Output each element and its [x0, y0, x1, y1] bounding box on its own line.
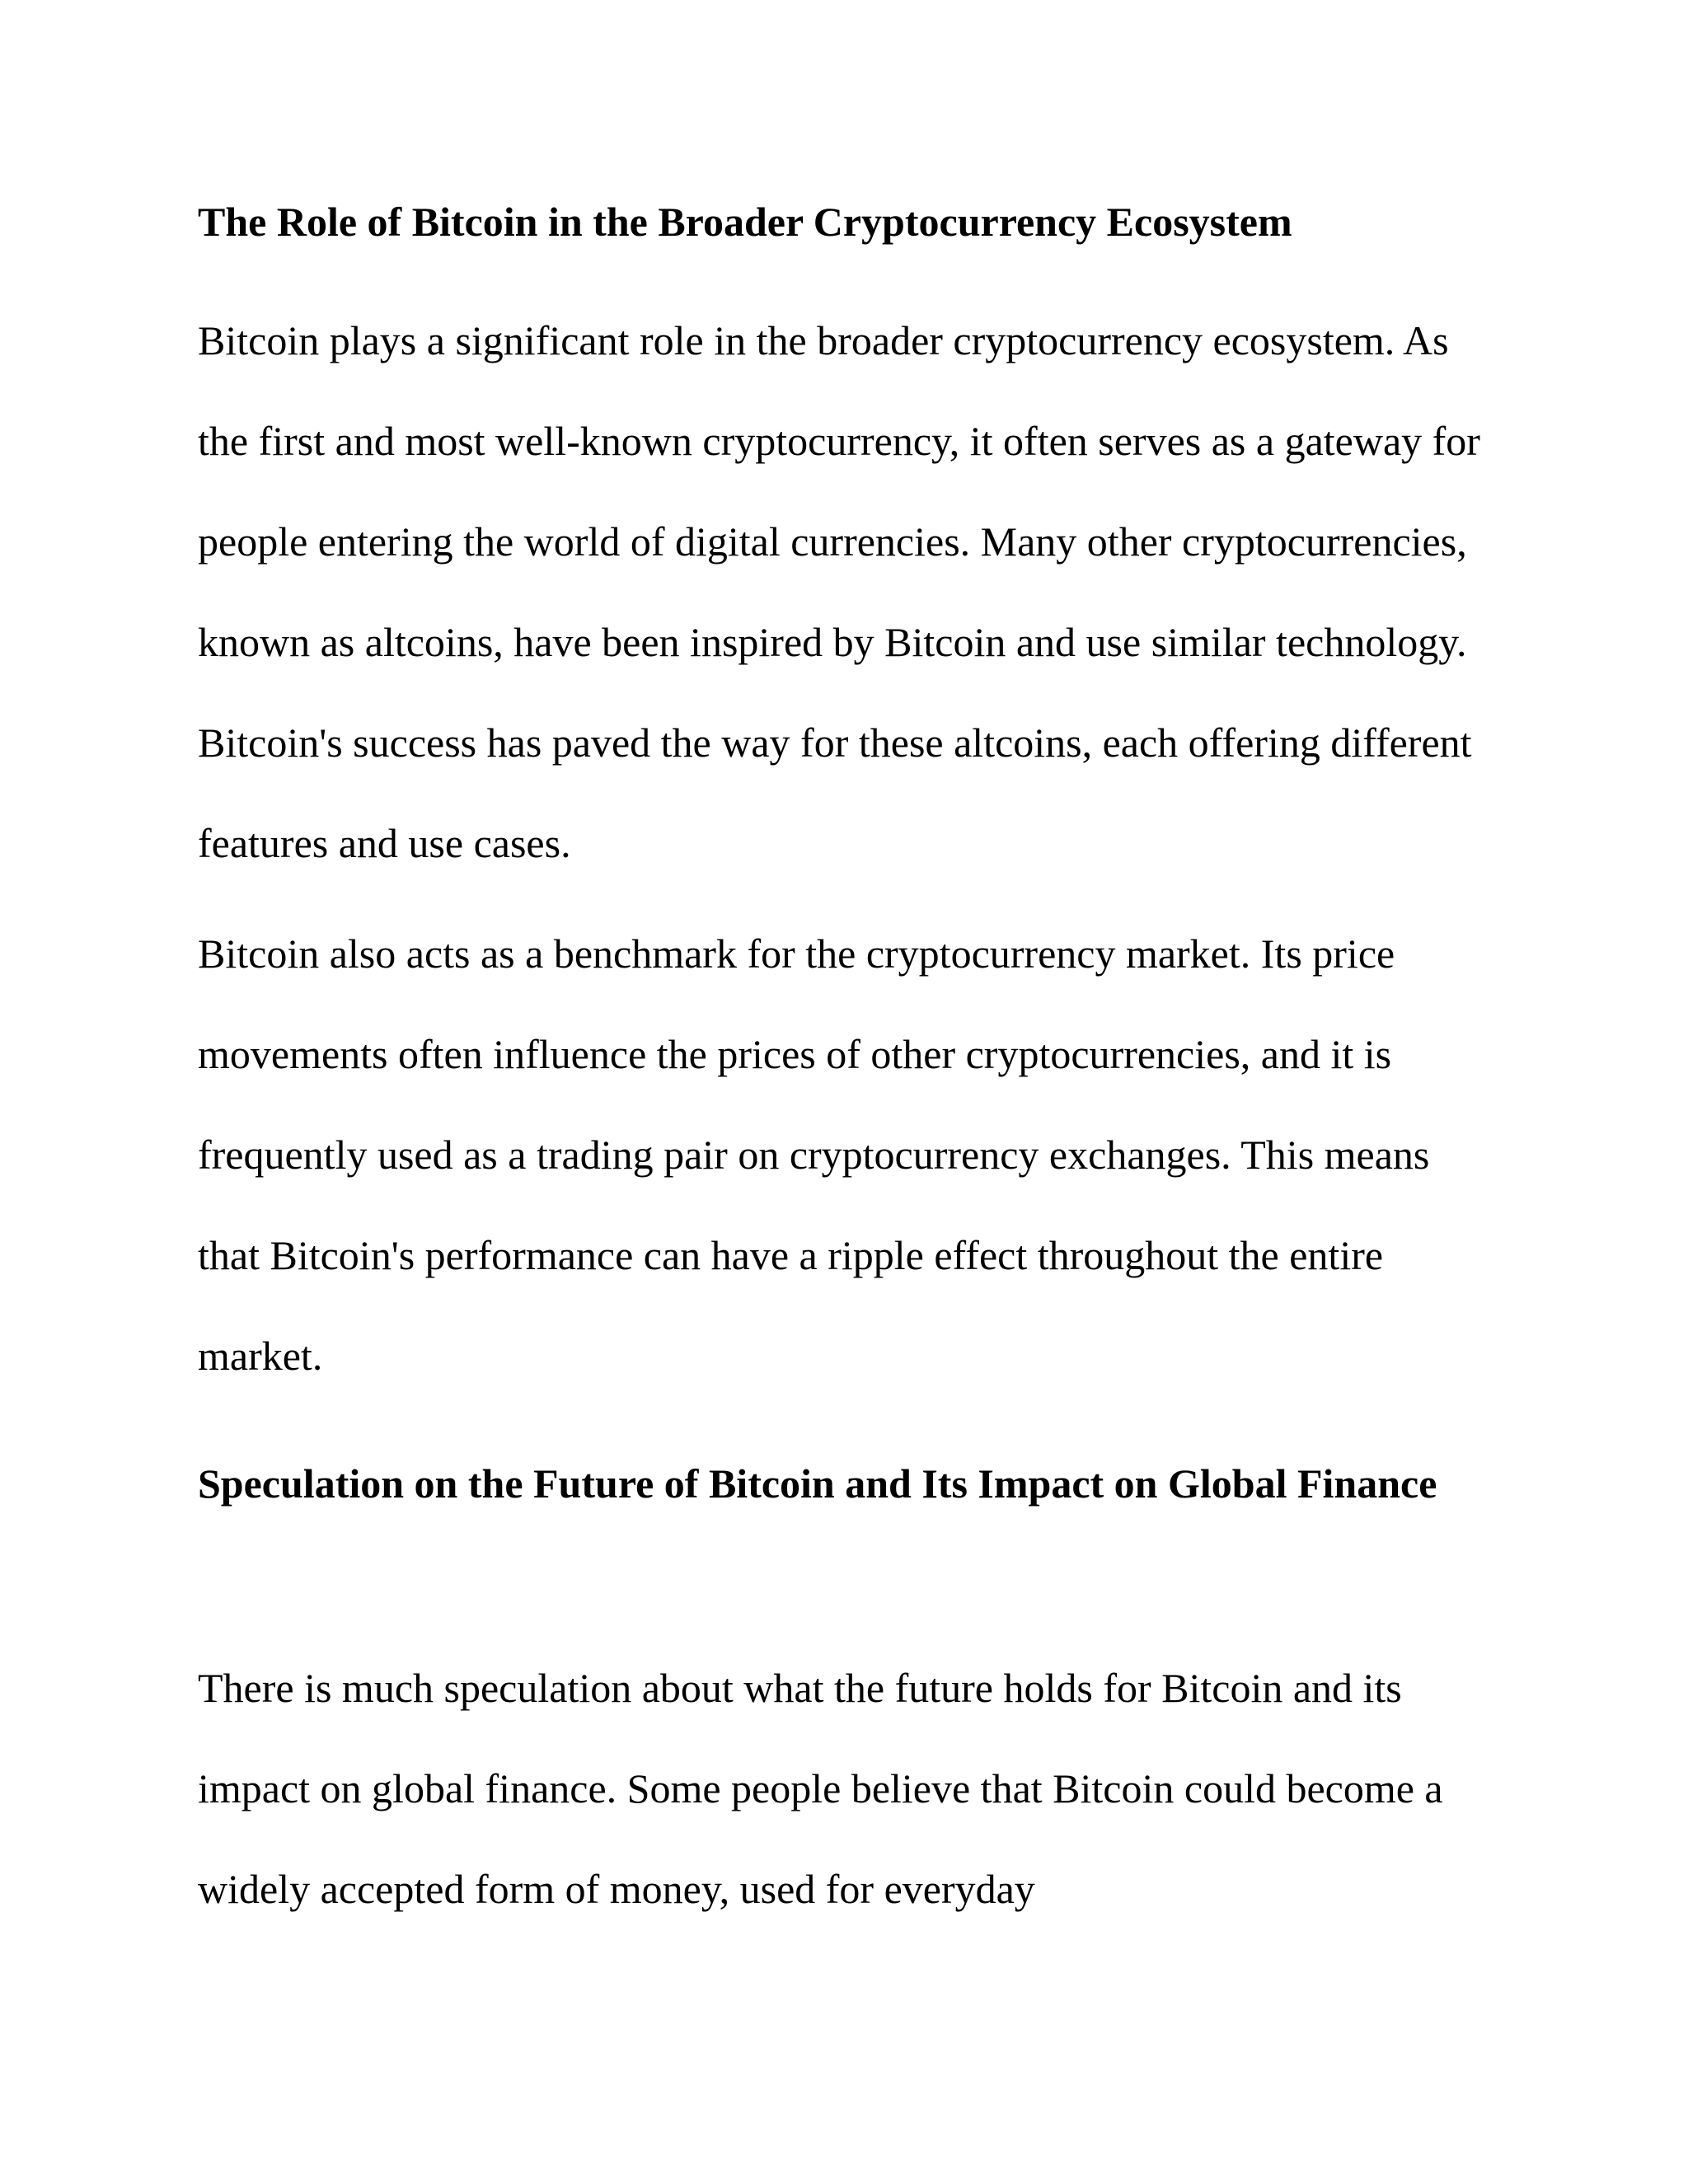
paragraph-future-speculation: There is much speculation about what the future holds for Bitcoin and its impact on global finance. Some people believe that Bitcoin could become a widely accepted form of money, used for everyday [198, 1665, 1443, 1912]
section-heading-future-speculation: Speculation on the Future of Bitcoin and Its Impact on Global Finance [198, 1460, 1437, 1507]
paragraph-bitcoin-benchmark: Bitcoin also acts as a benchmark for the cryptocurrency market. Its price movements often influence the prices of other cryptocurrencies, and it is frequently used as a trading pair on cryptocurrency exchanges. This means that Bitcoin's performance can have a ripple effect throughout the entire market. [198, 930, 1430, 1379]
section-heading-bitcoin-role: The Role of Bitcoin in the Broader Cryptocurrency Ecosystem [198, 199, 1292, 245]
paragraph-bitcoin-role-intro: Bitcoin plays a significant role in the broader cryptocurrency ecosystem. As the first and most well-known cryptocurrency, it often serves as a gateway for people entering the world of digital currencies. Many other cryptocurrencies, known as altcoins, have been inspired by Bitcoin and use similar technology. Bitcoin's success has paved the way for these altcoins, each offering different features and use cases. [198, 317, 1480, 866]
